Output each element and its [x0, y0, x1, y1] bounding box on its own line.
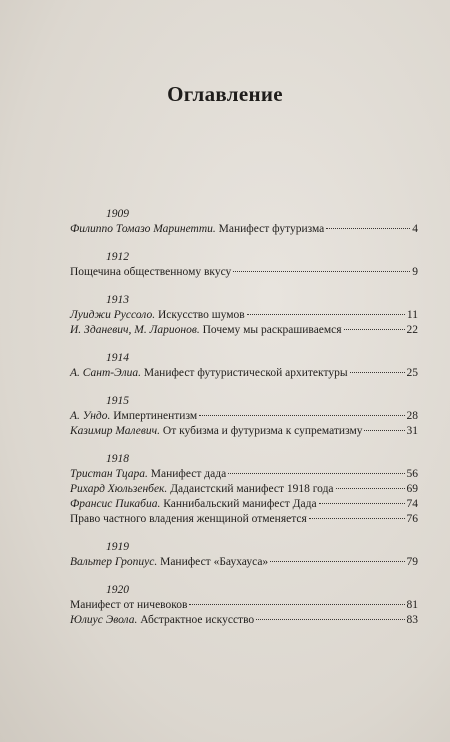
- entry-text: [70, 497, 317, 512]
- page-number: 25: [406, 367, 418, 379]
- entry-author: Рихард Хюльзенбек.: [70, 483, 168, 495]
- entry-title: Манифест дада: [150, 468, 227, 480]
- entry-title: Импертинентизм: [113, 410, 198, 422]
- page-number: 11: [406, 309, 418, 321]
- toc-entry: [70, 555, 418, 570]
- entry-text: [70, 467, 226, 482]
- entry-author: А. Сант-Элиа.: [70, 367, 141, 379]
- section-year: 1915: [106, 395, 129, 407]
- dot-leader: [336, 488, 405, 489]
- dot-leader: [309, 518, 405, 519]
- toc-section: [70, 351, 418, 381]
- entry-title: Манифест футуризма: [218, 223, 325, 235]
- dot-leader: [199, 415, 404, 416]
- entry-title: Манифест «Баухауса»: [160, 556, 269, 568]
- entry-text: [70, 323, 342, 338]
- entry-author: Казимир Малевич.: [70, 425, 161, 437]
- entry-title: Манифест футуристической архитектуры: [143, 367, 348, 379]
- section-year: 1909: [106, 208, 129, 220]
- toc-entry: [70, 613, 418, 628]
- toc-entry: [70, 222, 418, 237]
- page-number: 81: [406, 599, 418, 611]
- entry-text: [70, 424, 362, 439]
- dot-leader: [233, 271, 410, 272]
- toc-entry: [70, 512, 418, 527]
- entry-text: [70, 265, 231, 280]
- entry-author: Вальтер Гропиус.: [70, 556, 158, 568]
- dot-leader: [326, 228, 410, 229]
- entry-text: [70, 512, 307, 527]
- toc-entry: [70, 467, 418, 482]
- section-year: 1913: [106, 294, 129, 306]
- dot-leader: [247, 314, 405, 315]
- entry-title: Право частного владения женщиной отменяется: [70, 513, 307, 525]
- page-number: 4: [412, 223, 418, 235]
- entry-title: Каннибальский манифест Дада: [163, 498, 317, 510]
- entry-text: [70, 366, 348, 381]
- section-year: 1914: [106, 352, 129, 364]
- toc-section: [70, 293, 418, 338]
- toc-entry: [70, 424, 418, 439]
- toc-entry: [70, 497, 418, 512]
- toc-section: [70, 250, 418, 280]
- toc-entry: [70, 323, 418, 338]
- entry-title: Искусство шумов: [157, 309, 245, 321]
- page-title: Оглавление: [167, 82, 283, 106]
- toc-section: [70, 452, 418, 527]
- toc-entry: [70, 409, 418, 424]
- entry-author: А. Ундо.: [70, 410, 111, 422]
- toc-entry: [70, 482, 418, 497]
- page-number: 9: [412, 266, 418, 278]
- page-number: 83: [406, 614, 418, 626]
- entry-text: [70, 613, 254, 628]
- entry-author: Филиппо Томазо Маринетти.: [70, 223, 216, 235]
- dot-leader: [270, 561, 404, 562]
- entry-title: Абстрактное искусство: [140, 614, 255, 626]
- toc-section: [70, 540, 418, 570]
- entry-title: Почему мы раскрашиваемся: [202, 324, 342, 336]
- dot-leader: [364, 430, 404, 431]
- dot-leader: [350, 372, 405, 373]
- page-number: 31: [406, 425, 418, 437]
- dot-leader: [189, 604, 404, 605]
- toc-entry: [70, 366, 418, 381]
- section-year: 1918: [106, 453, 129, 465]
- entry-title: Пощечина общественному вкусу: [70, 266, 232, 278]
- page-number: 76: [406, 513, 418, 525]
- page-number: 28: [406, 410, 418, 422]
- entry-text: [70, 598, 187, 613]
- section-year: 1919: [106, 541, 129, 553]
- entry-text: [70, 222, 324, 237]
- toc-entry: [70, 308, 418, 323]
- dot-leader: [228, 473, 404, 474]
- entry-title: От кубизма и футуризма к супрематизму: [162, 425, 363, 437]
- page-number: 79: [406, 556, 418, 568]
- entry-text: [70, 409, 197, 424]
- section-year: 1920: [106, 584, 129, 596]
- entry-author: Луиджи Руссоло.: [70, 309, 156, 321]
- toc-section: [70, 394, 418, 439]
- page-number: 22: [406, 324, 418, 336]
- toc-section: [70, 583, 418, 628]
- entry-text: [70, 308, 245, 323]
- page-number: 74: [406, 498, 418, 510]
- entry-text: [70, 555, 268, 570]
- entry-author: И. Зданевич, М. Ларионов.: [70, 324, 200, 336]
- dot-leader: [256, 619, 404, 620]
- dot-leader: [319, 503, 405, 504]
- entry-author: Тристан Тцара.: [70, 468, 148, 480]
- entry-text: [70, 482, 334, 497]
- section-year: 1912: [106, 251, 129, 263]
- page-number: 56: [406, 468, 418, 480]
- toc-section: [70, 207, 418, 237]
- entry-author: Франсис Пикабиа.: [70, 498, 161, 510]
- entry-title: Дадаистский манифест 1918 года: [170, 483, 334, 495]
- page-number: 69: [406, 483, 418, 495]
- table-of-contents: [70, 207, 418, 641]
- dot-leader: [344, 329, 405, 330]
- entry-title: Манифест от ничевоков: [70, 599, 188, 611]
- toc-entry: [70, 265, 418, 280]
- toc-entry: [70, 598, 418, 613]
- entry-author: Юлиус Эвола.: [70, 614, 138, 626]
